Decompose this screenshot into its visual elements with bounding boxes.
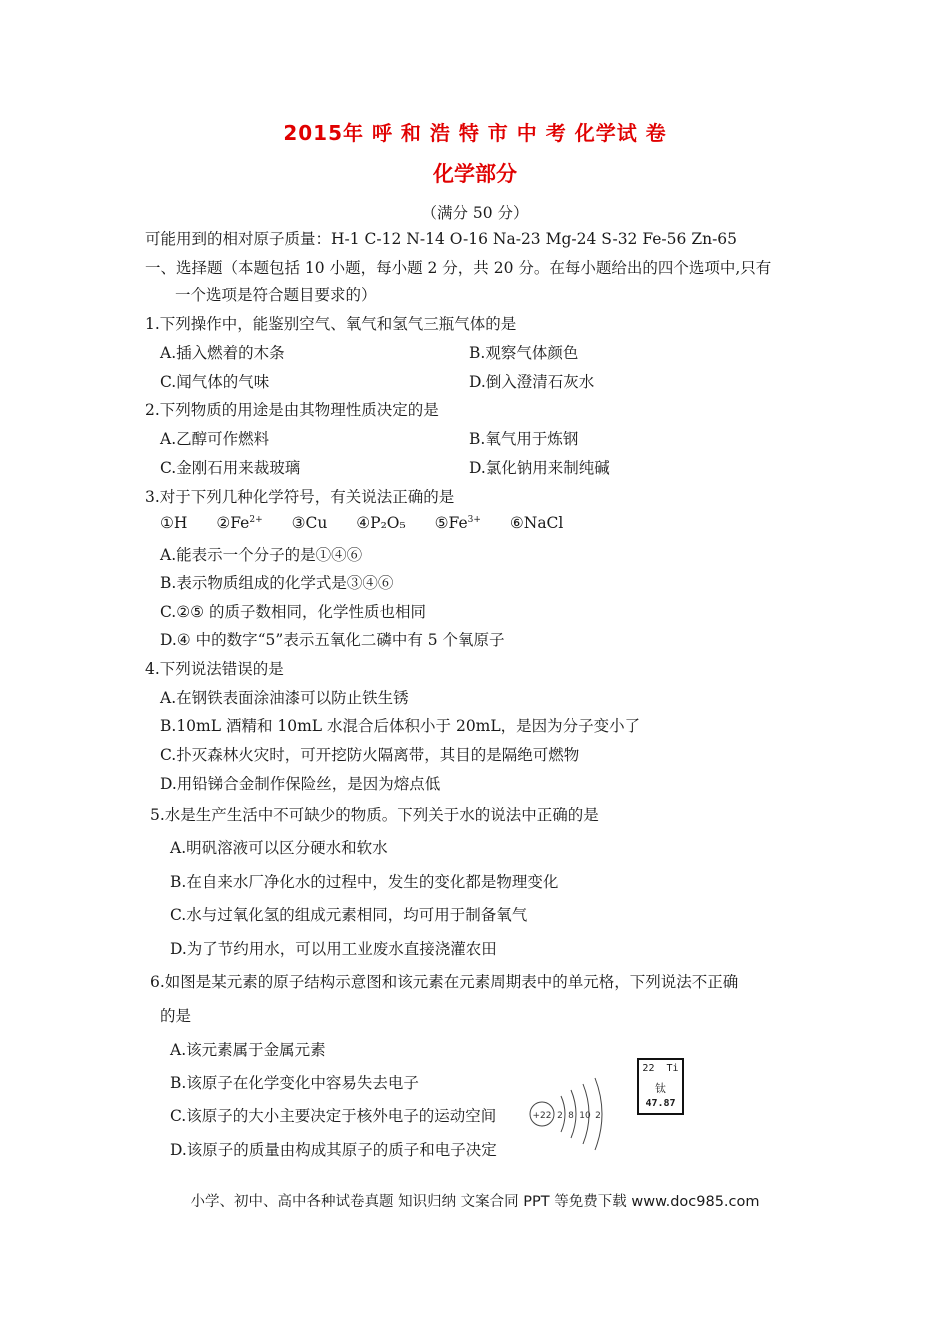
shell-electron-count: 2 [557, 1111, 563, 1121]
question-5-option-d: D.为了节约用水，可以用工业废水直接浇灌农田 [170, 940, 497, 958]
question-1-option-b: B.观察气体颜色 [469, 344, 579, 362]
question-5-option-a: A.明矾溶液可以区分硬水和软水 [170, 839, 388, 857]
question-6-option-c: C.该原子的大小主要决定于核外电子的运动空间 [170, 1107, 497, 1125]
periodic-table-cell [637, 1058, 684, 1115]
question-1-option-d: D.倒入澄清石灰水 [469, 373, 595, 391]
question-3-option-b: B.表示物质组成的化学式是③④⑥ [160, 574, 394, 592]
question-2-stem: 2.下列物质的用途是由其物理性质决定的是 [145, 401, 439, 419]
symbol-2-base: ②Fe [216, 514, 250, 532]
question-3-option-d: D.④ 中的数字“5”表示五氧化二磷中有 5 个氧原子 [160, 631, 505, 649]
question-3-symbols [160, 514, 587, 532]
atomic-masses: 可能用到的相对原子质量：H-1 C-12 N-14 O-16 Na-23 Mg-24 S-32 Fe-56 Zn-65 [145, 230, 738, 248]
element-number-symbol [639, 1063, 682, 1074]
symbol-3: ③Cu [291, 514, 328, 532]
question-5-option-c: C.水与过氧化氢的组成元素相同，均可用于制备氧气 [170, 906, 528, 924]
atom-structure-diagram [525, 1074, 615, 1154]
footer-text: 小学、初中、高中各种试卷真题 知识归纳 文案合同 PPT 等免费下载 www.doc985.com [190, 1194, 760, 1210]
question-2-option-b: B.氧气用于炼钢 [469, 430, 579, 448]
symbol-2 [216, 514, 262, 532]
shell-electron-count: 8 [568, 1111, 574, 1121]
symbol-1: ①H [160, 514, 188, 532]
symbol-5-charge: 3+ [467, 514, 481, 525]
section-heading: 一、选择题（本题包括 10 小题，每小题 2 分，共 20 分。在每小题给出的四个选项中,只有 [145, 259, 772, 277]
question-5-option-b: B.在自来水厂净化水的过程中，发生的变化都是物理变化 [170, 873, 559, 891]
nucleus-charge: +22 [532, 1111, 552, 1121]
question-6-option-b: B.该原子在化学变化中容易失去电子 [170, 1074, 419, 1092]
question-3-stem: 3.对于下列几种化学符号，有关说法正确的是 [145, 488, 455, 506]
question-2-option-a: A.乙醇可作燃料 [160, 430, 270, 448]
symbol-5 [435, 514, 481, 532]
question-6-stem: 6.如图是某元素的原子结构示意图和该元素在元素周期表中的单元格，下列说法不正确 [150, 973, 739, 991]
question-5-stem: 5.水是生产生活中不可缺少的物质。下列关于水的说法中正确的是 [150, 806, 599, 824]
shell-electron-count: 10 [579, 1111, 591, 1121]
question-3-option-c: C.②⑤ 的质子数相同，化学性质也相同 [160, 603, 426, 621]
exam-subtitle: 化学部分 [433, 162, 517, 186]
exam-title: 2015年 呼 和 浩 特 市 中 考 化学试 卷 [283, 121, 667, 145]
question-4-option-c: C.扑灭森林火灾时，可开挖防火隔离带，其目的是隔绝可燃物 [160, 746, 580, 764]
question-6-option-a: A.该元素属于金属元素 [170, 1041, 326, 1059]
question-2-option-d: D.氯化钠用来制纯碱 [469, 459, 610, 477]
element-number: 22 [642, 1063, 655, 1074]
question-4-stem: 4.下列说法错误的是 [145, 660, 284, 678]
element-mass: 47.87 [645, 1098, 676, 1109]
question-1-stem: 1.下列操作中，能鉴别空气、氧气和氢气三瓶气体的是 [145, 315, 517, 333]
question-1-option-c: C.闻气体的气味 [160, 373, 270, 391]
question-6-option-d: D.该原子的质量由构成其原子的质子和电子决定 [170, 1141, 497, 1159]
question-4-option-d: D.用铅锑合金制作保险丝，是因为熔点低 [160, 775, 441, 793]
symbol-6: ⑥NaCl [509, 514, 564, 532]
question-1-option-a: A.插入燃着的木条 [160, 344, 285, 362]
question-6-stem-cont: 的是 [160, 1007, 192, 1025]
symbol-2-charge: 2+ [249, 514, 263, 525]
section-heading-cont: 一个选项是符合题目要求的） [175, 286, 377, 304]
question-2-option-c: C.金刚石用来裁玻璃 [160, 459, 301, 477]
symbol-5-base: ⑤Fe [434, 514, 468, 532]
element-name: 钛 [655, 1082, 666, 1095]
full-score: （满分 50 分） [421, 204, 529, 222]
shell-electron-count: 2 [595, 1111, 601, 1121]
question-4-option-b: B.10mL 酒精和 10mL 水混合后体积小于 20mL，是因为分子变小了 [160, 717, 641, 735]
question-4-option-a: A.在钢铁表面涂油漆可以防止铁生锈 [160, 689, 409, 707]
element-symbol: Ti [666, 1063, 679, 1074]
symbol-4: ④P₂O₅ [356, 514, 406, 532]
question-3-option-a: A.能表示一个分子的是①④⑥ [160, 546, 363, 564]
